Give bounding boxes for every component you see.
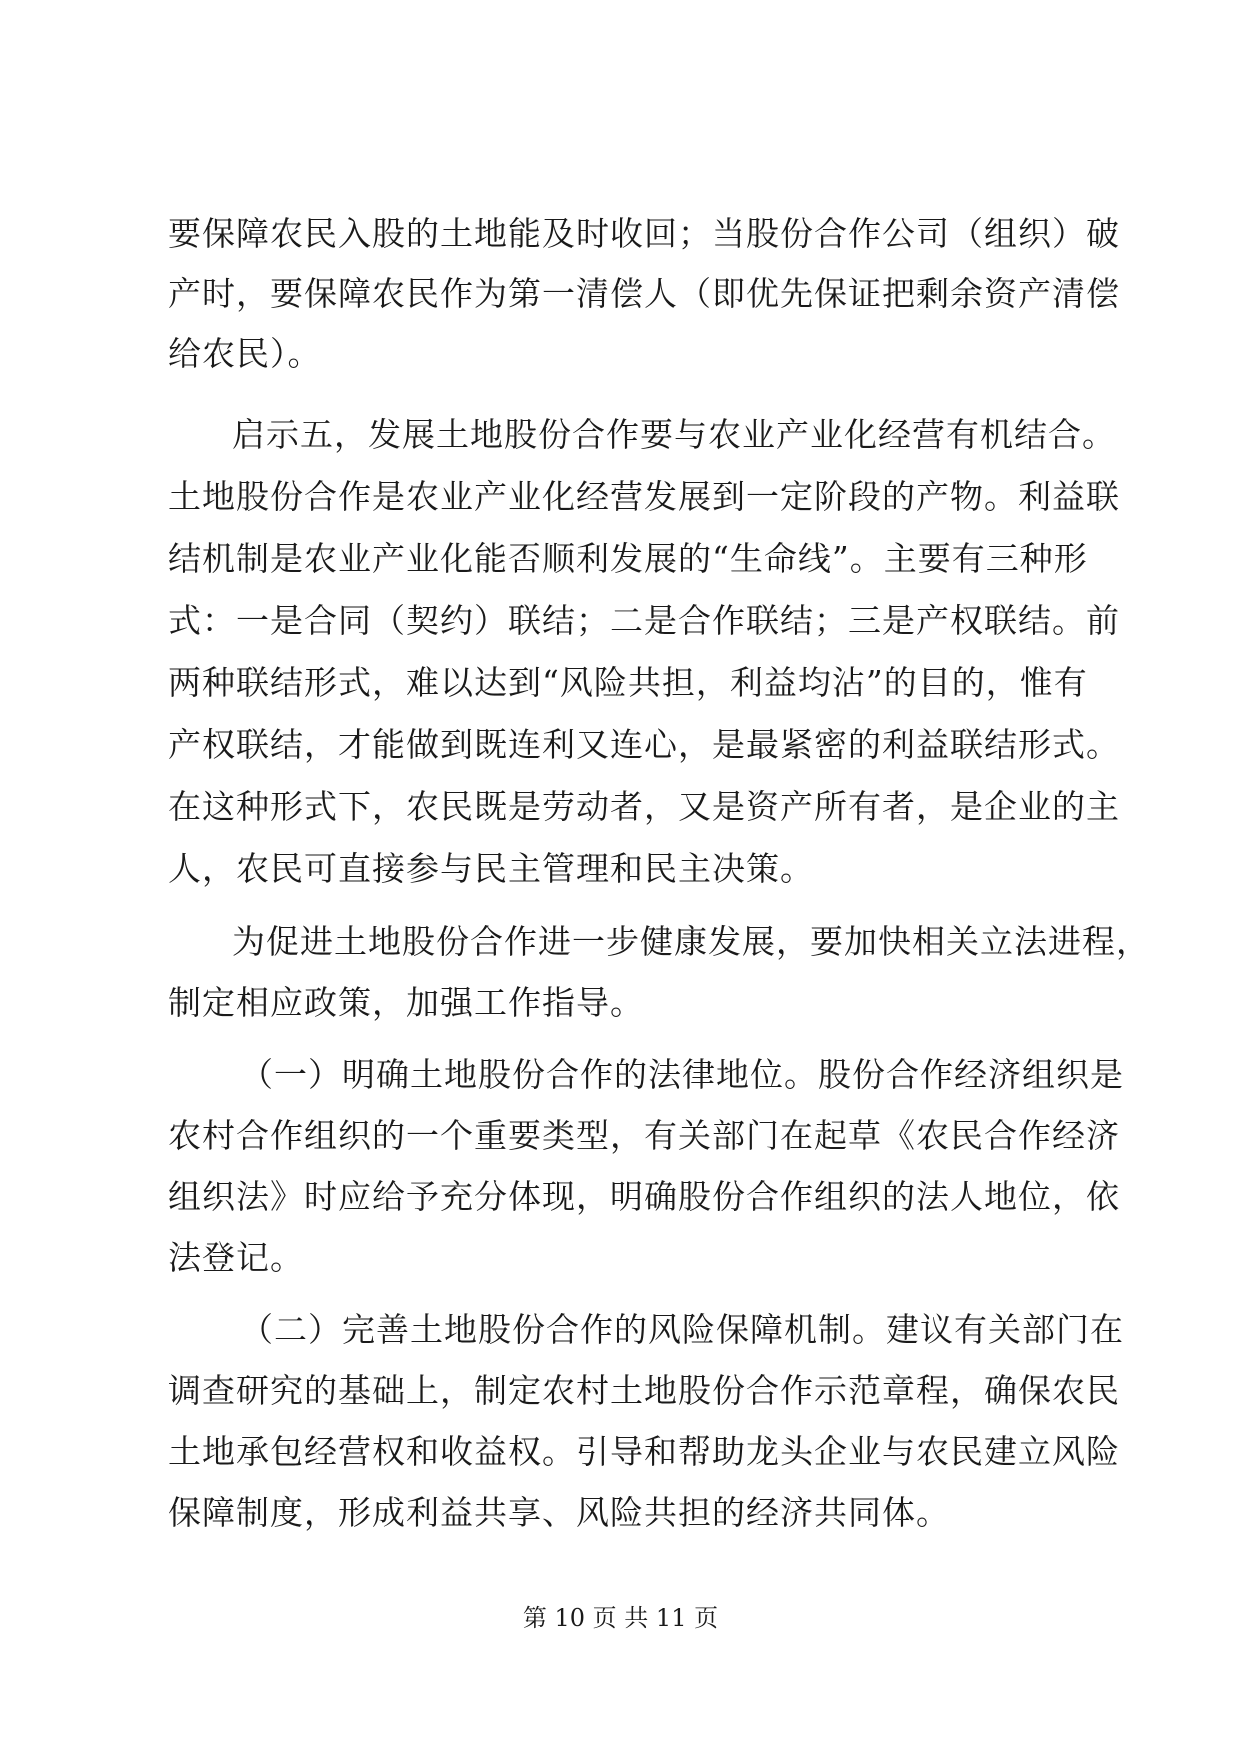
body-line: 土地承包经营权和收益权。引导和帮助龙头企业与农民建立风险 (168, 1432, 1120, 1471)
body-line: 法登记。 (168, 1238, 304, 1277)
body-line: 要保障农民入股的土地能及时收回；当股份合作公司（组织）破 (168, 214, 1120, 253)
body-line: 人，农民可直接参与民主管理和民主决策。 (168, 849, 814, 888)
body-line: 两种联结形式，难以达到“风险共担，利益均沾”的目的，惟有 (168, 663, 1088, 702)
body-line: 农村合作组织的一个重要类型，有关部门在起草《农民合作经济 (168, 1116, 1120, 1155)
body-line: 式：一是合同（契约）联结；二是合作联结；三是产权联结。前 (168, 601, 1120, 640)
page-number-footer: 第 10 页 共 11 页 (522, 1604, 719, 1632)
body-line: 在这种形式下，农民既是劳动者，又是资产所有者，是企业的主 (168, 787, 1120, 826)
body-line: 调查研究的基础上，制定农村土地股份合作示范章程，确保农民 (168, 1371, 1120, 1410)
section-heading-line: （一）明确土地股份合作的法律地位。股份合作经济组织是 (240, 1055, 1124, 1094)
body-line: 制定相应政策，加强工作指导。 (168, 983, 644, 1022)
body-line: 产权联结，才能做到既连利又连心，是最紧密的利益联结形式。 (168, 725, 1120, 764)
paragraph-first-line: 为促进土地股份合作进一步健康发展，要加快相关立法进程， (232, 922, 1150, 961)
body-line: 产时，要保障农民作为第一清偿人（即优先保证把剩余资产清偿 (168, 274, 1120, 313)
paragraph-first-line: 启示五，发展土地股份合作要与农业产业化经营有机结合。 (232, 415, 1116, 454)
body-line: 土地股份合作是农业产业化经营发展到一定阶段的产物。利益联 (168, 477, 1120, 516)
body-line: 给农民）。 (168, 334, 322, 373)
body-line: 组织法》时应给予充分体现，明确股份合作组织的法人地位，依 (168, 1177, 1120, 1216)
section-heading-line: （二）完善土地股份合作的风险保障机制。建议有关部门在 (240, 1310, 1124, 1349)
body-line: 结机制是农业产业化能否顺利发展的“生命线”。主要有三种形 (168, 539, 1088, 578)
body-line: 保障制度，形成利益共享、风险共担的经济共同体。 (168, 1493, 950, 1532)
